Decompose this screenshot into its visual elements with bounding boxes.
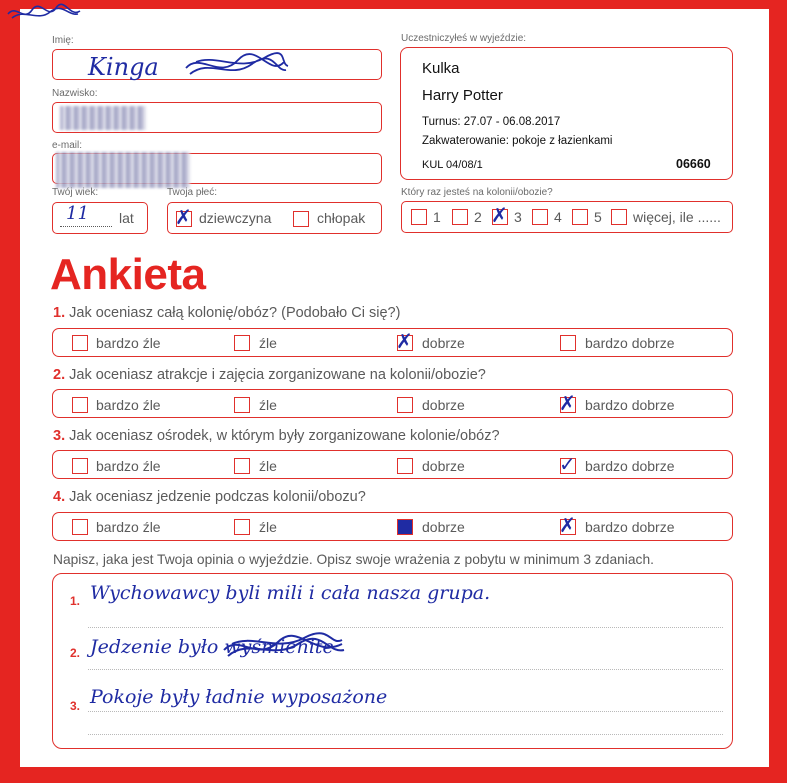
q3-option-dobrze-checkbox[interactable] <box>397 458 413 474</box>
gender-boy-checkbox[interactable] <box>293 211 309 227</box>
question-2-text: Jak oceniasz atrakcje i zajęcia zorganizowane na kolonii/obozie? <box>69 367 486 383</box>
opinion-line-2-text: Jedzenie było wyśmienite <box>90 636 334 658</box>
opinion-line-3-dots <box>88 711 723 712</box>
age-dotted-line <box>60 226 112 227</box>
gender-boy-label: chłopak <box>317 210 366 226</box>
question-1 <box>53 305 400 321</box>
times-label-more: więcej, ile ...... <box>633 209 721 225</box>
opinion-line-1-dots <box>88 627 723 628</box>
q3-option-dobrze-label: dobrze <box>422 458 465 474</box>
question-4-number: 4. <box>53 489 66 505</box>
times-label-5: 5 <box>594 209 602 225</box>
opinion-line-1-number: 1. <box>70 594 81 608</box>
q4-option-bardzo-dobrze-checkbox[interactable]: ✗ <box>559 513 576 537</box>
q1-option-bardzo-dobrze-label: bardzo dobrze <box>585 335 675 351</box>
q3-option-bardzo-dobrze-checkbox[interactable]: ✓ <box>559 452 576 476</box>
q2-option-zle-label: źle <box>259 397 277 413</box>
q3-option-zle-label: źle <box>259 458 277 474</box>
survey-title: Ankieta <box>50 250 206 299</box>
q3-option-bardzo-zle-label: bardzo źle <box>96 458 161 474</box>
question-3-text: Jak oceniasz ośrodek, w którym były zorganizowane kolonie/obóz? <box>69 428 500 444</box>
q4-option-zle-checkbox[interactable] <box>234 519 250 535</box>
question-1-number: 1. <box>53 305 66 321</box>
q2-option-dobrze-checkbox[interactable] <box>397 397 413 413</box>
q4-option-bardzo-dobrze-label: bardzo dobrze <box>585 519 675 535</box>
times-label: Który raz jesteś na kolonii/obozie? <box>401 187 553 198</box>
times-label-4: 4 <box>554 209 562 225</box>
times-checkbox-3[interactable]: ✗ <box>491 203 508 227</box>
opinion-line-4-dots <box>88 734 723 735</box>
opinion-prompt: Napisz, jaka jest Twoja opinia o wyjeździe. Opisz swoje wrażenia z pobytu w minimum 3 zdaniach. <box>53 552 654 567</box>
trip-number: 06660 <box>676 157 711 171</box>
q2-option-bardzo-dobrze-checkbox[interactable]: ✗ <box>559 391 576 415</box>
times-checkbox-1[interactable] <box>411 209 427 225</box>
corner-scribble <box>4 2 84 24</box>
question-2-number: 2. <box>53 367 66 383</box>
email-pixelated <box>56 152 190 188</box>
q3-option-zle-checkbox[interactable] <box>234 458 250 474</box>
surname-pixelated <box>60 106 146 130</box>
q4-option-bardzo-zle-checkbox[interactable] <box>72 519 88 535</box>
opinion-line-2-dots <box>88 669 723 670</box>
age-label: Twój wiek: <box>52 187 99 198</box>
question-2 <box>53 367 486 383</box>
q2-option-bardzo-dobrze-label: bardzo dobrze <box>585 397 675 413</box>
opinion-line-2-number: 2. <box>70 646 81 660</box>
question-3 <box>53 428 500 444</box>
q1-option-bardzo-zle-label: bardzo źle <box>96 335 161 351</box>
q1-option-dobrze-checkbox[interactable]: ✗ <box>396 329 413 353</box>
question-4-text: Jak oceniasz jedzenie podczas kolonii/obozu? <box>69 489 366 505</box>
q1-option-dobrze-label: dobrze <box>422 335 465 351</box>
trip-turnus: Turnus: 27.07 - 06.08.2017 <box>422 116 561 128</box>
times-checkbox-4[interactable] <box>532 209 548 225</box>
name-value: Kinga <box>88 53 159 81</box>
trip-label: Uczestniczyłeś w wyjeździe: <box>401 33 527 44</box>
age-unit: lat <box>119 210 134 226</box>
trip-theme: Harry Potter <box>422 87 503 104</box>
question-3-number: 3. <box>53 428 66 444</box>
q4-option-zle-label: źle <box>259 519 277 535</box>
times-checkbox-2[interactable] <box>452 209 468 225</box>
times-checkbox-more[interactable] <box>611 209 627 225</box>
gender-girl-checkbox[interactable]: ✗ <box>175 205 192 229</box>
opinion-line-2-scribble <box>218 628 348 668</box>
email-label: e-mail: <box>52 140 83 151</box>
q1-option-zle-label: źle <box>259 335 277 351</box>
opinion-line-3-number: 3. <box>70 699 81 713</box>
gender-label: Twoja płeć: <box>167 187 218 198</box>
times-checkbox-5[interactable] <box>572 209 588 225</box>
q4-option-dobrze-checkbox-crossed-out[interactable] <box>397 519 413 535</box>
trip-accommodation: Zakwaterowanie: pokoje z łazienkami <box>422 135 613 147</box>
q4-option-dobrze-label: dobrze <box>422 519 465 535</box>
opinion-line-1-text: Wychowawcy byli mili i cała nasza grupa. <box>90 582 491 604</box>
q2-option-bardzo-zle-checkbox[interactable] <box>72 397 88 413</box>
q3-option-bardzo-dobrze-label: bardzo dobrze <box>585 458 675 474</box>
q4-option-bardzo-zle-label: bardzo źle <box>96 519 161 535</box>
opinion-line-3-text: Pokoje były ładnie wyposażone <box>90 686 388 708</box>
trip-code: KUL 04/08/1 <box>422 159 483 171</box>
surname-scribble <box>180 50 290 82</box>
q1-option-bardzo-dobrze-checkbox[interactable] <box>560 335 576 351</box>
question-1-text: Jak oceniasz całą kolonię/obóz? (Podobało Ci się?) <box>69 305 401 321</box>
question-4 <box>53 489 366 505</box>
q1-option-zle-checkbox[interactable] <box>234 335 250 351</box>
gender-girl-label: dziewczyna <box>199 210 272 226</box>
surname-label: Nazwisko: <box>52 88 98 99</box>
times-label-1: 1 <box>433 209 441 225</box>
q2-option-dobrze-label: dobrze <box>422 397 465 413</box>
q3-option-bardzo-zle-checkbox[interactable] <box>72 458 88 474</box>
name-label: Imię: <box>52 35 74 46</box>
q2-option-zle-checkbox[interactable] <box>234 397 250 413</box>
q1-option-bardzo-zle-checkbox[interactable] <box>72 335 88 351</box>
times-label-2: 2 <box>474 209 482 225</box>
times-label-3: 3 <box>514 209 522 225</box>
age-value: 11 <box>66 203 89 224</box>
q2-option-bardzo-zle-label: bardzo źle <box>96 397 161 413</box>
trip-camp: Kulka <box>422 60 460 77</box>
